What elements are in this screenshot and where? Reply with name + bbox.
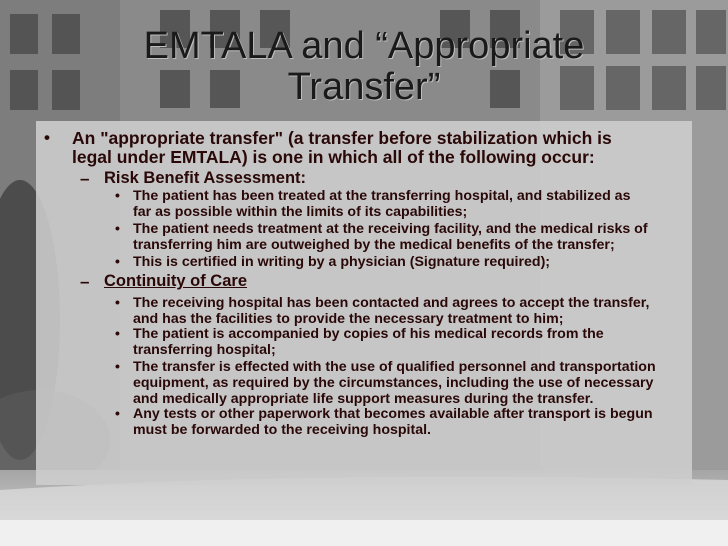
section-heading-continuity-of-care: Continuity of Care xyxy=(104,272,247,290)
dash-marker: – xyxy=(80,169,90,188)
list-item-line: transferring him are outweighed by the medical benefits of the transfer; xyxy=(133,237,615,253)
list-item-line: The patient has been treated at the transferring hospital, and stabilized as xyxy=(133,188,631,204)
slide-title-line-1: EMTALA and “Appropriate xyxy=(143,25,585,67)
list-item-line: must be forwarded to the receiving hospital. xyxy=(133,422,431,438)
bullet-marker: • xyxy=(115,294,120,310)
dash-marker: – xyxy=(80,272,90,291)
list-item xyxy=(133,254,693,270)
section-heading-risk-benefit: Risk Benefit Assessment: xyxy=(104,169,307,187)
list-item-line: The patient is accompanied by copies of his medical records from the xyxy=(133,326,604,342)
list-item-line: equipment, as required by the circumstances, including the use of necessary xyxy=(133,375,654,391)
list-item-line: This is certified in writing by a physician (Signature required); xyxy=(133,254,551,270)
intro-line-2: legal under EMTALA) is one in which all of the following occur: xyxy=(72,147,595,167)
list-item xyxy=(133,406,693,438)
bullet-marker: • xyxy=(44,128,50,147)
list-item xyxy=(133,221,693,253)
bullet-marker: • xyxy=(115,187,120,203)
list-item xyxy=(133,188,693,220)
list-item-line: The patient needs treatment at the receiving facility, and the medical risks of xyxy=(133,221,648,237)
slide-title-line-2: Transfer” xyxy=(287,66,441,108)
intro-line-1: An "appropriate transfer" (a transfer before stabilization which is xyxy=(72,128,612,148)
intro-paragraph xyxy=(72,129,692,167)
list-item-line: transferring hospital; xyxy=(133,342,276,358)
bullet-marker: • xyxy=(115,220,120,236)
list-item-line: The transfer is effected with the use of qualified personnel and transportation xyxy=(133,359,656,375)
list-item-line: The receiving hospital has been contacted and agrees to accept the transfer, xyxy=(133,295,650,311)
list-item xyxy=(133,359,693,407)
list-item-line: far as possible within the limits of its capabilities; xyxy=(133,204,468,220)
list-item xyxy=(133,295,693,327)
bullet-marker: • xyxy=(115,405,120,421)
list-item-line: and medically appropriate life support measures during the transfer. xyxy=(133,391,594,407)
list-item xyxy=(133,326,693,358)
bullet-marker: • xyxy=(115,358,120,374)
list-item-line: Any tests or other paperwork that becomes available after transport is begun xyxy=(133,406,653,422)
bullet-marker: • xyxy=(115,325,120,341)
list-item-line: and has the facilities to provide the necessary treatment to him; xyxy=(133,311,564,327)
bullet-marker: • xyxy=(115,253,120,269)
